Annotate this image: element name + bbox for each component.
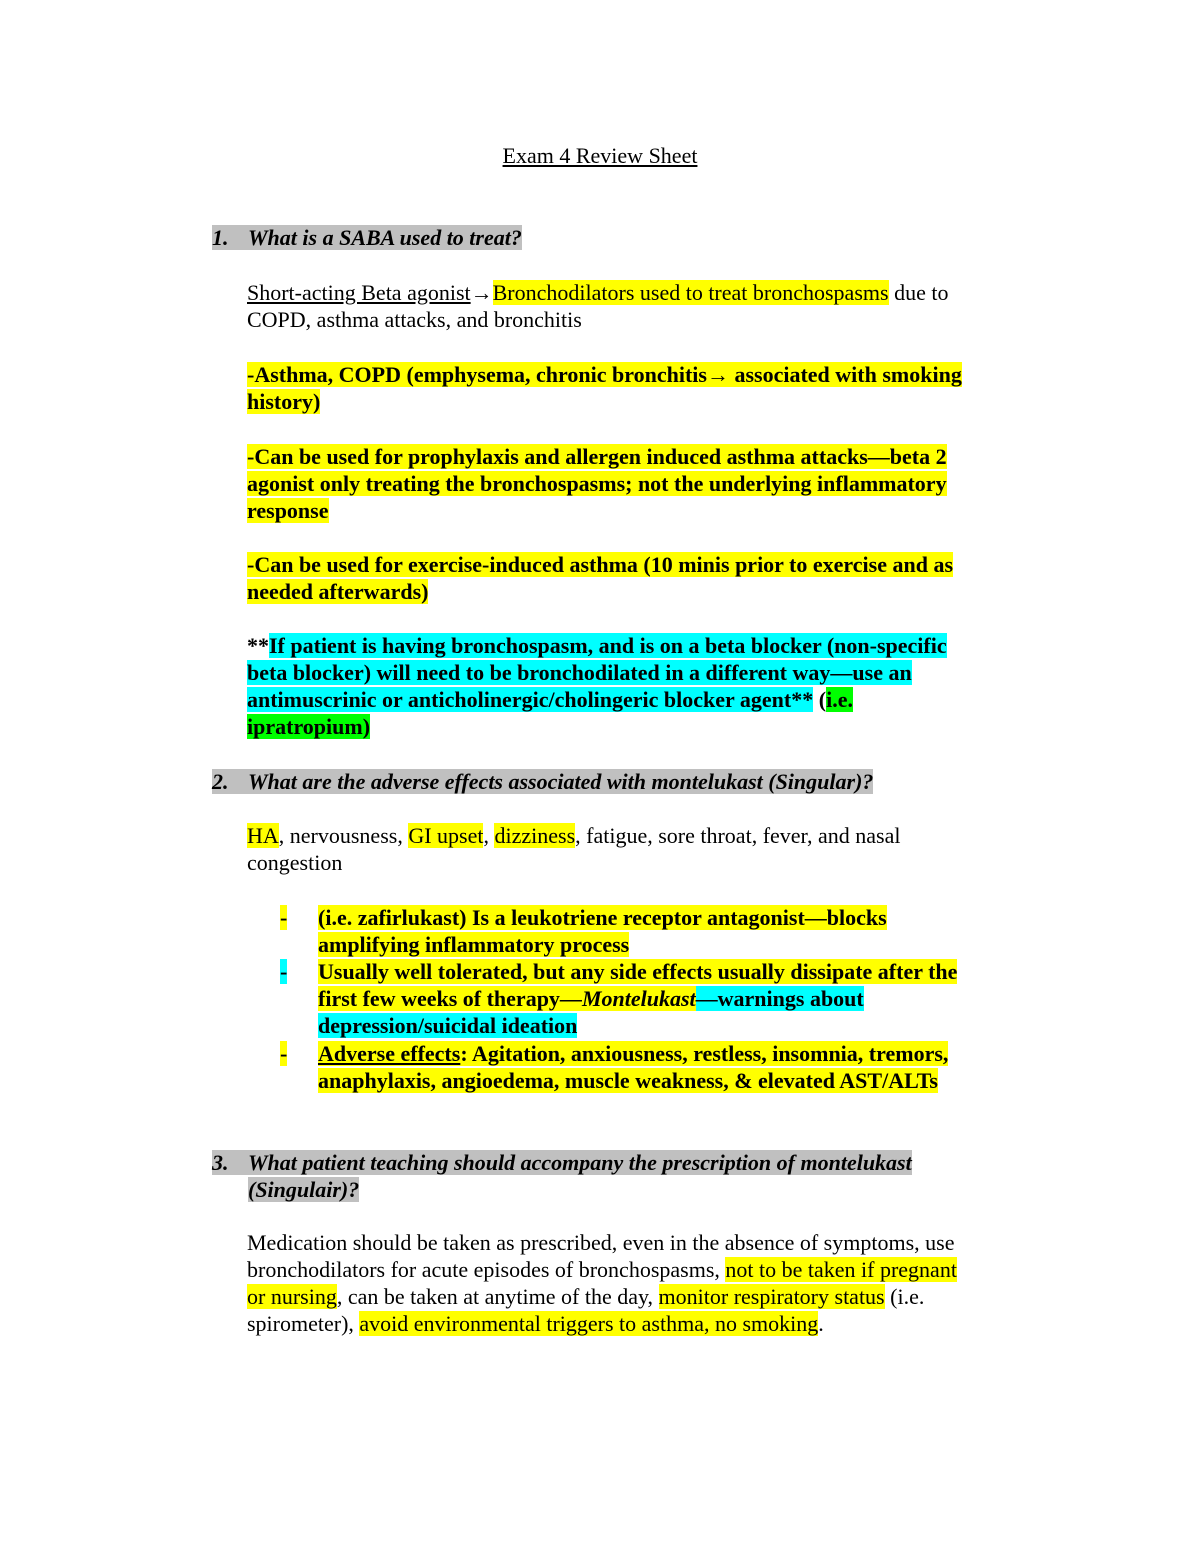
q2-subitem-1-line-1: (i.e. zafirlukast) Is a leukotriene receptor antagonist—blocks xyxy=(318,905,887,930)
q2-answer-line-1: HA, nervousness, GI upset, dizziness, fatigue, sore throat, fever, and nasal xyxy=(247,823,901,848)
q3-answer-line-2: bronchodilators for acute episodes of bronchospasms, not to be taken if pregnant xyxy=(247,1257,957,1282)
q2-subitem-2-line-1: Usually well tolerated, but any side effects usually dissipate after the xyxy=(318,959,958,984)
list-bullet: - xyxy=(280,1041,288,1066)
q2-subitem-3-line-2: anaphylaxis, angioedema, muscle weakness, & elevated AST/ALTs xyxy=(318,1068,938,1093)
q2-subitem-1-line-2: amplifying inflammatory process xyxy=(318,932,630,957)
question-3-number: 3. xyxy=(212,1150,229,1175)
q1-bullet-1-line-2: history) xyxy=(247,389,321,414)
q1-note-line-2: beta blocker) will need to be bronchodilated in a different way—use an xyxy=(247,660,912,685)
list-bullet: - xyxy=(280,905,288,930)
q1-note-line-3: antimuscrinic or anticholinergic/cholingeric blocker agent** (i.e. xyxy=(247,687,853,712)
q1-note-line-4: ipratropium) xyxy=(247,714,371,739)
q1-bullet-2-line-1: -Can be used for prophylaxis and allergen induced asthma attacks—beta 2 xyxy=(247,444,947,469)
q1-bullet-1-line-1: -Asthma, COPD (emphysema, chronic bronchitis→ associated with smoking xyxy=(247,362,962,387)
question-1-number: 1. xyxy=(212,225,229,250)
question-1-text: What is a SABA used to treat? xyxy=(248,225,522,250)
q1-bullet-3-line-2: needed afterwards) xyxy=(247,579,429,604)
q2-subitem-2-line-3: depression/suicidal ideation xyxy=(318,1013,578,1038)
q1-answer-line-1: Short-acting Beta agonist→Bronchodilators used to treat bronchospasms due to xyxy=(247,280,949,305)
question-2-number: 2. xyxy=(212,769,229,794)
q2-subitem-2-line-2: first few weeks of therapy—Montelukast—warnings about xyxy=(318,986,864,1011)
q1-note-line-1: **If patient is having bronchospasm, and is on a beta blocker (non-specific xyxy=(247,633,947,658)
q1-bullet-2-line-3: response xyxy=(247,498,329,523)
q3-answer-line-4: spirometer), avoid environmental triggers to asthma, no smoking. xyxy=(247,1311,824,1336)
question-2 xyxy=(212,768,873,795)
question-3 xyxy=(212,1149,912,1176)
q3-answer-line-1: Medication should be taken as prescribed, even in the absence of symptoms, use xyxy=(247,1230,955,1255)
page-title: Exam 4 Review Sheet xyxy=(502,143,698,168)
q1-bullet-3-line-1: -Can be used for exercise-induced asthma (10 minis prior to exercise and as xyxy=(247,552,954,577)
arrow-icon: → xyxy=(706,362,729,387)
question-1 xyxy=(212,224,522,251)
q1-answer-line-2: COPD, asthma attacks, and bronchitis xyxy=(247,307,582,332)
q2-answer-line-2: congestion xyxy=(247,850,343,875)
q3-answer-line-3: or nursing, can be taken at anytime of the day, monitor respiratory status (i.e. xyxy=(247,1284,925,1309)
list-bullet: - xyxy=(280,959,288,984)
question-3-text: What patient teaching should accompany the prescription of montelukast xyxy=(248,1150,912,1175)
q1-bullet-2-line-2: agonist only treating the bronchospasms; not the underlying inflammatory xyxy=(247,471,947,496)
q2-subitem-3-line-1: Adverse effects: Agitation, anxiousness, restless, insomnia, tremors, xyxy=(318,1041,949,1066)
arrow-icon: → xyxy=(470,280,493,305)
question-2-text: What are the adverse effects associated with montelukast (Singular)? xyxy=(248,769,874,794)
question-3-line-2: (Singulair)? xyxy=(248,1177,360,1202)
